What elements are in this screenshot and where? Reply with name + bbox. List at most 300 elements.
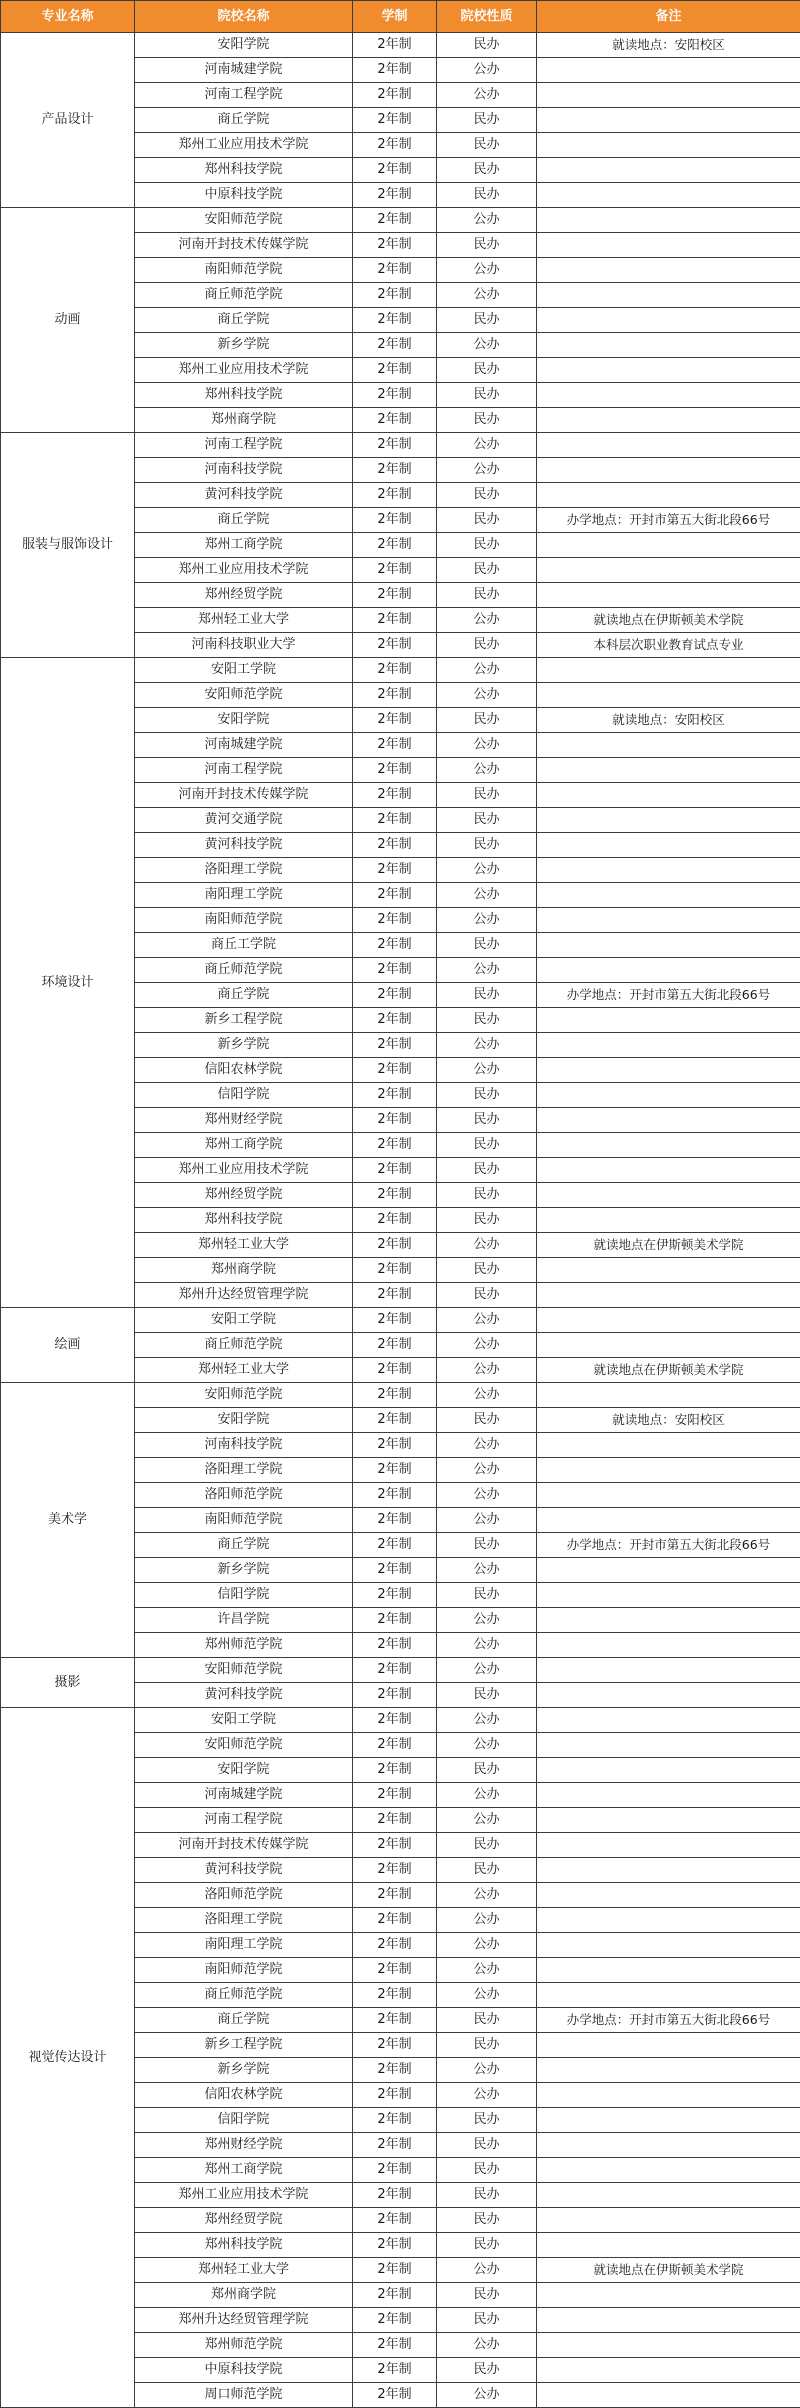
duration: 2年制 (353, 2283, 437, 2308)
note (537, 1583, 800, 1608)
school-name: 商丘学院 (135, 108, 353, 133)
note (537, 2183, 800, 2208)
note (537, 2383, 800, 2408)
note (537, 658, 800, 683)
note (537, 808, 800, 833)
school-type: 民办 (437, 708, 537, 733)
note: 就读地点在伊斯顿美术学院 (537, 608, 800, 633)
school-type: 民办 (437, 33, 537, 58)
school-name: 安阳工学院 (135, 1308, 353, 1333)
duration: 2年制 (353, 2258, 437, 2283)
duration: 2年制 (353, 2358, 437, 2383)
school-type: 民办 (437, 2233, 537, 2258)
school-name: 新乡学院 (135, 1033, 353, 1058)
school-type: 公办 (437, 1633, 537, 1658)
duration: 2年制 (353, 533, 437, 558)
duration: 2年制 (353, 433, 437, 458)
note (537, 158, 800, 183)
note (537, 533, 800, 558)
duration: 2年制 (353, 408, 437, 433)
duration: 2年制 (353, 33, 437, 58)
school-type: 民办 (437, 133, 537, 158)
duration: 2年制 (353, 83, 437, 108)
school-name: 河南科技职业大学 (135, 633, 353, 658)
duration: 2年制 (353, 683, 437, 708)
school-name: 信阳学院 (135, 2108, 353, 2133)
note (537, 233, 800, 258)
duration: 2年制 (353, 583, 437, 608)
school-name: 郑州工商学院 (135, 1133, 353, 1158)
school-type: 公办 (437, 458, 537, 483)
school-type: 公办 (437, 333, 537, 358)
table-body (1, 33, 800, 2408)
note (537, 2033, 800, 2058)
note (537, 1058, 800, 1083)
duration: 2年制 (353, 558, 437, 583)
school-name: 黄河科技学院 (135, 833, 353, 858)
note (537, 308, 800, 333)
school-type: 民办 (437, 2158, 537, 2183)
duration: 2年制 (353, 633, 437, 658)
duration: 2年制 (353, 808, 437, 833)
school-type: 民办 (437, 1108, 537, 1133)
duration: 2年制 (353, 1708, 437, 1733)
note (537, 908, 800, 933)
school-type: 民办 (437, 2008, 537, 2033)
school-type: 民办 (437, 1533, 537, 1558)
note (537, 1308, 800, 1333)
school-type: 公办 (437, 1808, 537, 1833)
header-school: 院校名称 (135, 1, 353, 33)
note: 办学地点：开封市第五大街北段66号 (537, 2008, 800, 2033)
note: 就读地点在伊斯顿美术学院 (537, 2258, 800, 2283)
note (537, 2133, 800, 2158)
school-name: 安阳学院 (135, 708, 353, 733)
duration: 2年制 (353, 233, 437, 258)
school-name: 新乡学院 (135, 1558, 353, 1583)
school-name: 安阳工学院 (135, 1708, 353, 1733)
duration: 2年制 (353, 1758, 437, 1783)
note (537, 1808, 800, 1833)
note (537, 1208, 800, 1233)
school-type: 公办 (437, 1983, 537, 2008)
note (537, 1458, 800, 1483)
school-type: 公办 (437, 658, 537, 683)
school-type: 公办 (437, 1483, 537, 1508)
school-name: 中原科技学院 (135, 2358, 353, 2383)
school-type: 公办 (437, 433, 537, 458)
duration: 2年制 (353, 1458, 437, 1483)
school-type: 公办 (437, 1333, 537, 1358)
school-type: 公办 (437, 283, 537, 308)
duration: 2年制 (353, 1008, 437, 1033)
note (537, 283, 800, 308)
school-type: 公办 (437, 2083, 537, 2108)
school-type: 民办 (437, 1758, 537, 1783)
school-name: 商丘工学院 (135, 933, 353, 958)
school-name: 河南城建学院 (135, 1783, 353, 1808)
school-name: 安阳师范学院 (135, 1383, 353, 1408)
duration: 2年制 (353, 1133, 437, 1158)
note (537, 383, 800, 408)
school-name: 郑州轻工业大学 (135, 2258, 353, 2283)
note (537, 208, 800, 233)
note (537, 1858, 800, 1883)
school-type: 公办 (437, 1308, 537, 1333)
school-name: 郑州财经学院 (135, 2133, 353, 2158)
school-name: 河南工程学院 (135, 433, 353, 458)
note: 办学地点：开封市第五大街北段66号 (537, 508, 800, 533)
school-type: 公办 (437, 733, 537, 758)
note (537, 683, 800, 708)
note (537, 1433, 800, 1458)
note (537, 758, 800, 783)
duration: 2年制 (353, 1408, 437, 1433)
school-type: 公办 (437, 1383, 537, 1408)
school-name: 商丘师范学院 (135, 283, 353, 308)
duration: 2年制 (353, 1933, 437, 1958)
school-name: 新乡工程学院 (135, 2033, 353, 2058)
school-name: 周口师范学院 (135, 2383, 353, 2408)
school-type: 民办 (437, 783, 537, 808)
school-name: 郑州工业应用技术学院 (135, 2183, 353, 2208)
school-type: 公办 (437, 1608, 537, 1633)
table-row (1, 33, 800, 58)
note (537, 1283, 800, 1308)
major-name: 摄影 (1, 1658, 135, 1708)
note (537, 783, 800, 808)
note: 本科层次职业教育试点专业 (537, 633, 800, 658)
school-type: 民办 (437, 1858, 537, 1883)
duration: 2年制 (353, 2033, 437, 2058)
school-type: 公办 (437, 1508, 537, 1533)
duration: 2年制 (353, 958, 437, 983)
note (537, 2058, 800, 2083)
school-name: 安阳学院 (135, 33, 353, 58)
duration: 2年制 (353, 1683, 437, 1708)
school-type: 民办 (437, 1008, 537, 1033)
school-type: 公办 (437, 1883, 537, 1908)
note: 办学地点：开封市第五大街北段66号 (537, 1533, 800, 1558)
major-name: 美术学 (1, 1383, 135, 1658)
duration: 2年制 (353, 2158, 437, 2183)
school-name: 商丘师范学院 (135, 1983, 353, 2008)
note (537, 1908, 800, 1933)
school-type: 民办 (437, 508, 537, 533)
note: 就读地点：安阳校区 (537, 1408, 800, 1433)
duration: 2年制 (353, 1333, 437, 1358)
note (537, 558, 800, 583)
school-name: 商丘师范学院 (135, 958, 353, 983)
duration: 2年制 (353, 258, 437, 283)
duration: 2年制 (353, 1058, 437, 1083)
header-school-type: 院校性质 (437, 1, 537, 33)
duration: 2年制 (353, 2008, 437, 2033)
school-name: 信阳学院 (135, 1083, 353, 1108)
duration: 2年制 (353, 158, 437, 183)
duration: 2年制 (353, 383, 437, 408)
school-type: 民办 (437, 1683, 537, 1708)
school-name: 信阳农林学院 (135, 2083, 353, 2108)
school-type: 公办 (437, 1433, 537, 1458)
school-type: 公办 (437, 58, 537, 83)
duration: 2年制 (353, 1908, 437, 1933)
note (537, 1708, 800, 1733)
note (537, 83, 800, 108)
school-type: 民办 (437, 1258, 537, 1283)
school-name: 商丘学院 (135, 308, 353, 333)
note (537, 1483, 800, 1508)
note (537, 933, 800, 958)
note (537, 1258, 800, 1283)
note (537, 1133, 800, 1158)
duration: 2年制 (353, 2308, 437, 2333)
duration: 2年制 (353, 208, 437, 233)
school-type: 公办 (437, 1033, 537, 1058)
school-name: 黄河交通学院 (135, 808, 353, 833)
school-name: 河南工程学院 (135, 758, 353, 783)
school-type: 公办 (437, 1708, 537, 1733)
note (537, 1958, 800, 1983)
note (537, 458, 800, 483)
school-type: 民办 (437, 2358, 537, 2383)
school-name: 南阳师范学院 (135, 908, 353, 933)
duration: 2年制 (353, 708, 437, 733)
duration: 2年制 (353, 1258, 437, 1283)
school-type: 民办 (437, 2133, 537, 2158)
note (537, 1333, 800, 1358)
school-name: 安阳师范学院 (135, 1658, 353, 1683)
header-major: 专业名称 (1, 1, 135, 33)
school-type: 民办 (437, 2183, 537, 2208)
school-type: 公办 (437, 758, 537, 783)
school-type: 民办 (437, 983, 537, 1008)
duration: 2年制 (353, 183, 437, 208)
note (537, 1183, 800, 1208)
note: 就读地点在伊斯顿美术学院 (537, 1358, 800, 1383)
table-row (1, 1708, 800, 1733)
duration: 2年制 (353, 358, 437, 383)
school-name: 商丘学院 (135, 2008, 353, 2033)
duration: 2年制 (353, 1358, 437, 1383)
duration: 2年制 (353, 908, 437, 933)
note (537, 1508, 800, 1533)
school-name: 郑州工业应用技术学院 (135, 558, 353, 583)
note (537, 1783, 800, 1808)
note (537, 958, 800, 983)
school-name: 郑州工业应用技术学院 (135, 358, 353, 383)
school-type: 民办 (437, 2308, 537, 2333)
school-type: 公办 (437, 2383, 537, 2408)
school-type: 民办 (437, 1183, 537, 1208)
school-name: 商丘师范学院 (135, 1333, 353, 1358)
school-type: 民办 (437, 583, 537, 608)
school-type: 民办 (437, 308, 537, 333)
note (537, 2083, 800, 2108)
school-type: 民办 (437, 933, 537, 958)
duration: 2年制 (353, 758, 437, 783)
note: 就读地点：安阳校区 (537, 33, 800, 58)
school-type: 民办 (437, 633, 537, 658)
school-type: 公办 (437, 1233, 537, 1258)
duration: 2年制 (353, 1633, 437, 1658)
duration: 2年制 (353, 1208, 437, 1233)
note (537, 1033, 800, 1058)
duration: 2年制 (353, 833, 437, 858)
school-name: 安阳学院 (135, 1758, 353, 1783)
note (537, 2358, 800, 2383)
school-type: 民办 (437, 1583, 537, 1608)
duration: 2年制 (353, 1383, 437, 1408)
major-name: 绘画 (1, 1308, 135, 1383)
school-type: 民办 (437, 1408, 537, 1433)
school-name: 河南科技学院 (135, 1433, 353, 1458)
duration: 2年制 (353, 2133, 437, 2158)
header-row (1, 1, 800, 33)
school-name: 郑州经贸学院 (135, 2208, 353, 2233)
school-type: 公办 (437, 1783, 537, 1808)
school-name: 郑州工商学院 (135, 533, 353, 558)
school-name: 信阳农林学院 (135, 1058, 353, 1083)
note (537, 408, 800, 433)
school-type: 公办 (437, 683, 537, 708)
duration: 2年制 (353, 1508, 437, 1533)
school-name: 商丘学院 (135, 508, 353, 533)
note (537, 1383, 800, 1408)
table-row (1, 1658, 800, 1683)
duration: 2年制 (353, 1233, 437, 1258)
table-row (1, 1308, 800, 1333)
school-name: 河南工程学院 (135, 1808, 353, 1833)
note: 办学地点：开封市第五大街北段66号 (537, 983, 800, 1008)
note (537, 1008, 800, 1033)
duration: 2年制 (353, 2058, 437, 2083)
note (537, 733, 800, 758)
table-row (1, 658, 800, 683)
note (537, 108, 800, 133)
school-name: 洛阳师范学院 (135, 1883, 353, 1908)
school-name: 郑州经贸学院 (135, 583, 353, 608)
school-name: 安阳学院 (135, 1408, 353, 1433)
note (537, 133, 800, 158)
school-type: 民办 (437, 108, 537, 133)
note (537, 1833, 800, 1858)
school-name: 洛阳理工学院 (135, 1458, 353, 1483)
school-name: 新乡学院 (135, 333, 353, 358)
school-type: 公办 (437, 1658, 537, 1683)
header-notes: 备注 (537, 1, 800, 33)
note (537, 2333, 800, 2358)
school-type: 民办 (437, 383, 537, 408)
duration: 2年制 (353, 1733, 437, 1758)
duration: 2年制 (353, 2383, 437, 2408)
note: 就读地点在伊斯顿美术学院 (537, 1233, 800, 1258)
school-name: 郑州工业应用技术学院 (135, 133, 353, 158)
duration: 2年制 (353, 1833, 437, 1858)
school-type: 公办 (437, 1933, 537, 1958)
note (537, 2158, 800, 2183)
note (537, 483, 800, 508)
school-type: 民办 (437, 2108, 537, 2133)
duration: 2年制 (353, 58, 437, 83)
duration: 2年制 (353, 2233, 437, 2258)
note (537, 183, 800, 208)
school-name: 南阳师范学院 (135, 1958, 353, 1983)
school-name: 河南开封技术传媒学院 (135, 783, 353, 808)
duration: 2年制 (353, 2333, 437, 2358)
school-name: 许昌学院 (135, 1608, 353, 1633)
note (537, 1108, 800, 1133)
duration: 2年制 (353, 1533, 437, 1558)
duration: 2年制 (353, 108, 437, 133)
duration: 2年制 (353, 858, 437, 883)
school-name: 河南城建学院 (135, 58, 353, 83)
school-name: 郑州经贸学院 (135, 1183, 353, 1208)
school-type: 公办 (437, 208, 537, 233)
duration: 2年制 (353, 508, 437, 533)
school-type: 公办 (437, 958, 537, 983)
school-name: 南阳师范学院 (135, 258, 353, 283)
school-type: 民办 (437, 158, 537, 183)
note: 就读地点：安阳校区 (537, 708, 800, 733)
note (537, 358, 800, 383)
duration: 2年制 (353, 1808, 437, 1833)
note (537, 1558, 800, 1583)
duration: 2年制 (353, 1283, 437, 1308)
school-type: 公办 (437, 608, 537, 633)
school-name: 信阳学院 (135, 1583, 353, 1608)
note (537, 583, 800, 608)
duration: 2年制 (353, 1958, 437, 1983)
school-type: 公办 (437, 1958, 537, 1983)
school-type: 民办 (437, 1283, 537, 1308)
note (537, 858, 800, 883)
school-type: 公办 (437, 1358, 537, 1383)
school-name: 商丘学院 (135, 983, 353, 1008)
table-row (1, 1383, 800, 1408)
school-name: 郑州商学院 (135, 2283, 353, 2308)
school-name: 河南开封技术传媒学院 (135, 233, 353, 258)
school-name: 洛阳理工学院 (135, 1908, 353, 1933)
school-name: 南阳师范学院 (135, 1508, 353, 1533)
school-type: 民办 (437, 533, 537, 558)
school-name: 郑州轻工业大学 (135, 1358, 353, 1383)
school-name: 新乡学院 (135, 2058, 353, 2083)
duration: 2年制 (353, 733, 437, 758)
school-type: 公办 (437, 83, 537, 108)
duration: 2年制 (353, 1883, 437, 1908)
note (537, 2283, 800, 2308)
duration: 2年制 (353, 458, 437, 483)
duration: 2年制 (353, 933, 437, 958)
duration: 2年制 (353, 883, 437, 908)
note (537, 58, 800, 83)
duration: 2年制 (353, 1433, 437, 1458)
school-type: 公办 (437, 2258, 537, 2283)
school-type: 民办 (437, 1083, 537, 1108)
note (537, 1983, 800, 2008)
major-name: 视觉传达设计 (1, 1708, 135, 2408)
school-name: 郑州科技学院 (135, 1208, 353, 1233)
duration: 2年制 (353, 1983, 437, 2008)
table-row (1, 433, 800, 458)
note (537, 1083, 800, 1108)
school-type: 公办 (437, 2058, 537, 2083)
duration: 2年制 (353, 658, 437, 683)
school-type: 民办 (437, 1133, 537, 1158)
school-type: 公办 (437, 1458, 537, 1483)
school-name: 河南开封技术传媒学院 (135, 1833, 353, 1858)
